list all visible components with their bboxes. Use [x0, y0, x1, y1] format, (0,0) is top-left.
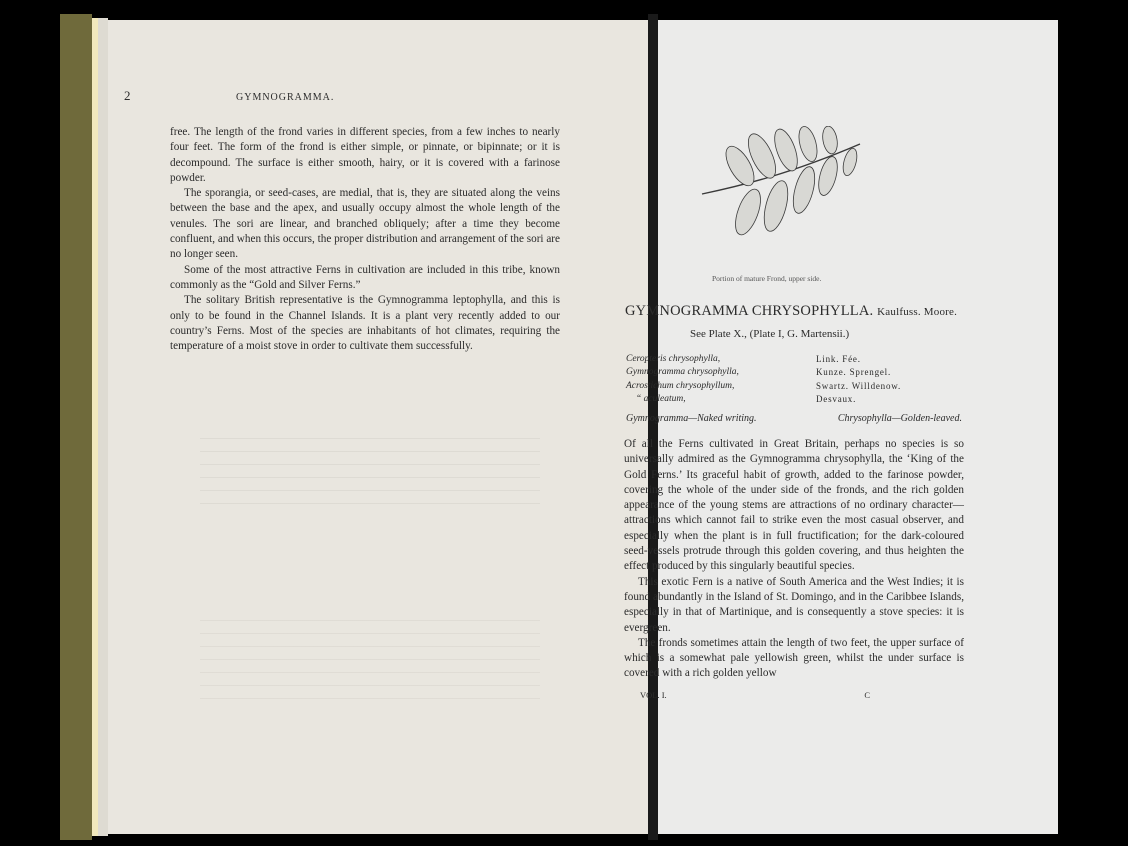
paragraph: This exotic Fern is a native of South America and the West Indies; it is found abundantly in the Island of St. Domingo, and in the Caribbee Islands, especially in that of Martinique, and is consequently a stove species: it is evergreen. [624, 575, 964, 634]
etymology-species: Chrysophylla—Golden-leaved. [837, 413, 962, 424]
show-through-text [200, 438, 540, 508]
species-title [625, 303, 957, 320]
authority: Kunze. Sprengel. [816, 367, 892, 378]
species-name: GYMNOGRAMMA CHRYSOPHYLLA. [625, 303, 874, 319]
show-through-text [200, 620, 540, 700]
book-cover-edge [60, 14, 92, 840]
volume-label: VOL. I. [640, 690, 667, 700]
fern-frond-illustration [700, 126, 870, 244]
running-head: GYMNOGRAMMA. [236, 92, 335, 103]
signature-mark: C [864, 690, 870, 700]
synonym: “ aculeatum, [636, 394, 686, 405]
right-page-body [624, 437, 964, 682]
paragraph: The fronds sometimes attain the length of two feet, the upper surface of which is a somewhat pale yellowish green, whilst the under surface is covered with a rich golden yellow [624, 636, 964, 680]
synonym: Acrostichum chrysophyllum, [626, 380, 735, 391]
page-number: 2 [124, 88, 131, 103]
paragraph: Some of the most attractive Ferns in cultivation are included in this tribe, known commonly as the “Gold and Silver Ferns.” [170, 263, 560, 291]
page-edge [98, 18, 108, 836]
authority: Desvaux. [816, 394, 857, 405]
etymology [626, 413, 962, 424]
paragraph: Of all the Ferns cultivated in Great Britain, perhaps no species is so universally admired as the Gymnogramma chrysophylla, the ‘King of the Gold Ferns.’ Its graceful habit of growth, added to the farinose powder, covering the whole of the under side of the fronds, and the rich golden appearance of the young stems are attractions of no ordinary character—attractions which cannot fail to strike even the most casual observer, and especially when the plant is in full fructification; for the dark-coloured seed-vessels protrude through this golden covering, and thus heighten the effect produced by this singularly beautiful species. [624, 438, 964, 573]
paragraph: The solitary British representative is the Gymnogramma leptophylla, and this is only to be found in the Channel Islands. It is a plant very recently added to our country’s Ferns. Most of the species are inhabitants of hot climates, requiring the temperature of a moist stove in order to cultivate them successfully. [170, 294, 560, 353]
plate-reference: See Plate X., (Plate I, G. Martensii.) [690, 328, 850, 340]
species-authors: Kaulfuss. Moore. [877, 306, 958, 318]
paragraph: free. The length of the frond varies in different species, from a few inches to nearly four feet. The form of the frond is either simple, or pinnate, or bipinnate; or it is decompound. The surface is either smooth, hairy, or it is covered with a farinose powder. [170, 126, 560, 184]
synonym: Gymnogramma chrysophylla, [626, 367, 739, 378]
page-footer [640, 690, 870, 700]
book-gutter [648, 14, 658, 840]
authority-list [816, 353, 901, 407]
authority: Swartz. Willdenow. [816, 380, 902, 391]
synonym-list [626, 353, 739, 407]
left-page-body [170, 125, 560, 354]
synonym: Ceropteris chrysophylla, [626, 354, 721, 364]
paragraph: The sporangia, or seed-cases, are medial, that is, they are situated along the veins between the base and the apex, and usually occupy almost the whole length of the venules. The sori are linear, and branched obliquely; after a time they become confluent, and when this occurs, the proper distribution and arrangement of the sori are no longer seen. [170, 187, 560, 261]
etymology-genus: Gymnogramma—Naked writing. [626, 413, 757, 424]
figure-caption: Portion of mature Frond, upper side. [712, 274, 822, 283]
authority: Link. Fée. [816, 354, 861, 364]
